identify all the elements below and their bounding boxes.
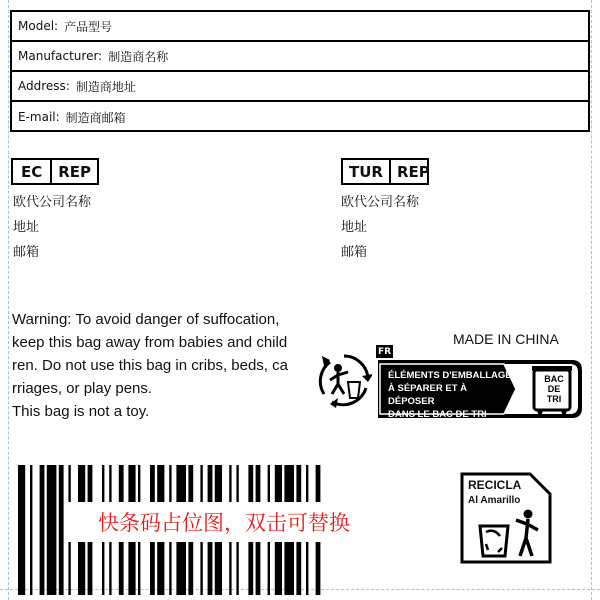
triman-recycle-icon [316, 352, 372, 408]
ec-rep-details [13, 190, 91, 265]
barcode-bar [18, 465, 25, 595]
fr-badge: FR [377, 346, 392, 357]
warning-line: Warning: To avoid danger of suffocation, [12, 311, 280, 328]
guide-line [591, 0, 592, 600]
ec-rep-right: REP [50, 160, 97, 183]
address-row [12, 72, 588, 102]
manufacturer-label: Manufacturer: [18, 49, 103, 63]
email-value: 制造商邮箱 [65, 110, 126, 125]
model-label: Model: [18, 19, 59, 33]
sorting-instructions [388, 369, 513, 421]
ec-rep-address: 地址 [13, 220, 40, 235]
barcode-bar [59, 465, 64, 595]
made-in-label: MADE IN CHINA [453, 331, 559, 347]
tur-rep-details [341, 190, 419, 265]
bin-label-line: TRI [546, 394, 562, 404]
manufacturer-row [12, 42, 588, 72]
warning-line: keep this bag away from babies and child [12, 334, 288, 351]
tur-rep-right: REP [389, 160, 436, 183]
warning-line: rriages, or play pens. [12, 380, 153, 397]
ec-rep-symbol [11, 158, 99, 185]
sorting-line: DANS LE BAC DE TRI [388, 409, 487, 420]
ec-rep-left: EC [20, 162, 43, 181]
recycle-bin-person-icon [472, 508, 546, 560]
bin-label [534, 374, 574, 404]
tur-rep-address: 地址 [341, 220, 368, 235]
barcode-bar [47, 465, 57, 595]
bin-label-line: BAC [544, 374, 564, 384]
ec-rep-name: 欧代公司名称 [13, 195, 92, 210]
tur-rep-email: 邮箱 [341, 245, 368, 260]
barcode-bar [30, 465, 32, 595]
manufacturer-value: 制造商名称 [108, 49, 169, 64]
model-row [12, 12, 588, 42]
guide-line [8, 0, 9, 600]
model-value: 产品型号 [64, 19, 113, 34]
suffocation-warning [12, 308, 312, 423]
recicla-subtitle: Al Amarillo [468, 495, 521, 506]
product-info-table [10, 10, 590, 132]
tur-rep-left: TUR [349, 162, 383, 181]
tur-rep-symbol [341, 158, 429, 185]
sorting-line: À SÉPARER ET À DÉPOSER [388, 383, 468, 407]
sorting-line: ÉLÉMENTS D'EMBALLAGE [388, 370, 512, 381]
warning-line: ren. Do not use this bag in cribs, beds, ca [12, 357, 288, 374]
email-label: E-mail: [18, 110, 60, 124]
email-row [12, 102, 588, 132]
ec-rep-email: 邮箱 [13, 245, 40, 260]
warning-line: This bag is not a toy. [12, 403, 150, 420]
barcode-bar [40, 465, 45, 595]
address-value: 制造商地址 [75, 79, 136, 94]
tur-rep-name: 欧代公司名称 [341, 195, 420, 210]
bin-label-line: DE [547, 384, 561, 394]
barcode-note[interactable]: 快条码占位图，双击可替换 [68, 502, 380, 542]
recicla-title: RECICLA [468, 478, 522, 492]
address-label: Address: [18, 79, 70, 93]
